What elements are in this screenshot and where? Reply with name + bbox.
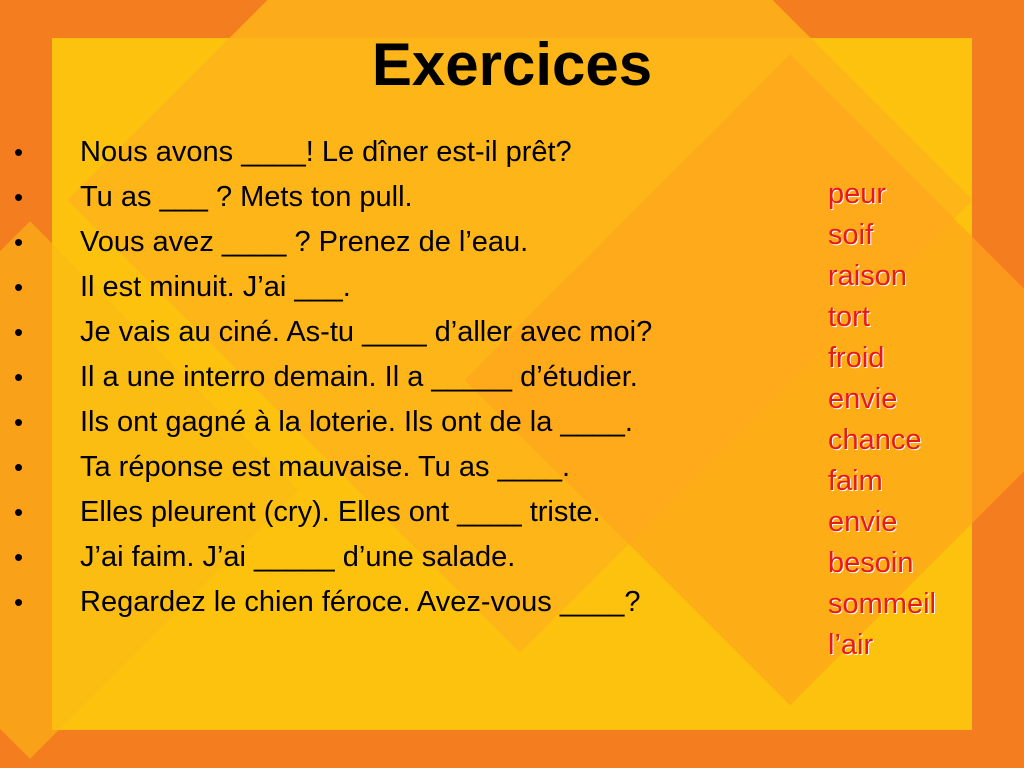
bullet: • <box>14 227 24 257</box>
exercise-text: Regardez le chien féroce. Avez-vous ____? <box>80 586 641 618</box>
exercise-text: Vous avez ____ ? Prenez de l’eau. <box>80 226 529 258</box>
word-bank-item: faim <box>828 465 883 497</box>
exercise-text: Elles pleurent (cry). Elles ont ____ triste. <box>80 496 601 528</box>
exercise-text: Nous avons ____! Le dîner est-il prêt? <box>80 136 572 168</box>
exercise-text: Il est minuit. J’ai ___. <box>80 271 351 303</box>
exercise-text: Je vais au ciné. As-tu ____ d’aller avec moi? <box>80 316 653 348</box>
exercise-text: J’ai faim. J’ai _____ d’une salade. <box>80 541 516 573</box>
word-bank-item: besoin <box>828 547 914 579</box>
bullet: • <box>14 407 24 437</box>
word-bank-item: envie <box>828 506 898 538</box>
bullet: • <box>14 452 24 482</box>
bullet: • <box>14 362 24 392</box>
bullet: • <box>14 137 24 167</box>
exercise-text: Il a une interro demain. Il a _____ d’étudier. <box>80 361 638 393</box>
word-bank-item: chance <box>828 424 922 456</box>
word-bank-item: peur <box>828 178 887 210</box>
word-bank-item: froid <box>828 342 885 374</box>
bullet: • <box>14 542 24 572</box>
bullet: • <box>14 497 24 527</box>
bullet: • <box>14 587 24 617</box>
word-bank-item: raison <box>828 260 907 292</box>
word-bank-item: tort <box>828 301 870 333</box>
word-bank-item: envie <box>828 383 898 415</box>
exercise-text: Tu as ___ ? Mets ton pull. <box>80 181 413 213</box>
slide-title: Exercices <box>371 31 653 98</box>
word-bank-item: sommeil <box>828 588 936 620</box>
exercise-text: Ils ont gagné à la loterie. Ils ont de la ____. <box>80 406 633 438</box>
word-bank-item: l’air <box>828 629 874 661</box>
bullet: • <box>14 317 24 347</box>
word-bank <box>828 174 936 666</box>
exercise-text: Ta réponse est mauvaise. Tu as ____. <box>80 451 571 483</box>
bullet: • <box>14 182 24 212</box>
word-bank-item: soif <box>828 219 874 251</box>
bullet: • <box>14 272 24 302</box>
